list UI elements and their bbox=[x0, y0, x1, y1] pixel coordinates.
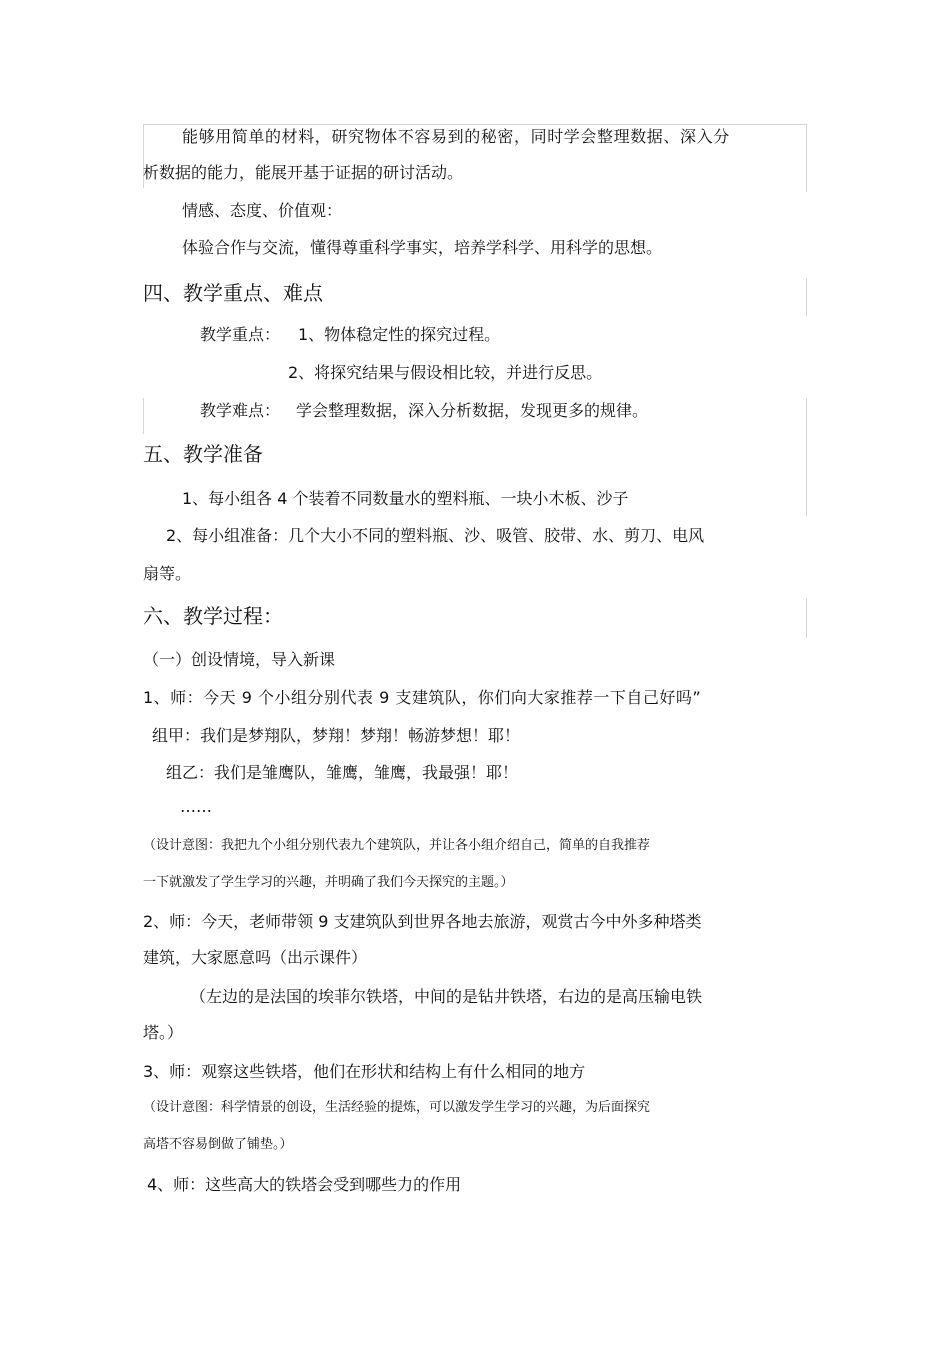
preparation-item-1: 1、每小组各 4 个装着不同数量水的塑料瓶、一块小木板、沙子 bbox=[182, 489, 629, 508]
ellipsis: …… bbox=[180, 797, 212, 816]
table-border-top bbox=[143, 124, 807, 125]
section-heading-process: 六、教学过程： bbox=[143, 604, 283, 628]
paragraph-2-line-1: 2、师：今天，老师带领 9 支建筑队到世界各地去旅游，观赏古今中外多种塔类 bbox=[143, 912, 702, 931]
design-note-1-line-1: （设计意图：我把九个小组分别代表九个建筑队，并让各小组介绍自己，简单的自我推荐 bbox=[143, 838, 651, 853]
table-border-right bbox=[806, 598, 807, 638]
skill-objective-line-2: 析数据的能力，能展开基于证据的研讨活动。 bbox=[143, 163, 464, 182]
table-border-right bbox=[806, 278, 807, 316]
section-heading-key-points: 四、教学重点、难点 bbox=[143, 281, 323, 305]
design-note-2-line-2: 高塔不容易倒做了铺垫。） bbox=[143, 1137, 293, 1152]
preparation-item-2-line-2: 扇等。 bbox=[143, 564, 192, 583]
table-border-right bbox=[806, 124, 807, 192]
emotion-objective-text: 体验合作与交流，懂得尊重科学事实，培养学科学、用科学的思想。 bbox=[182, 238, 663, 257]
emotion-objective-heading: 情感、态度、价值观： bbox=[182, 201, 343, 220]
section-heading-preparation: 五、教学准备 bbox=[143, 442, 263, 466]
group-a-intro: 组甲：我们是梦翔队，梦翔！梦翔！畅游梦想！耶！ bbox=[152, 726, 521, 745]
focus-label: 教学重点： bbox=[200, 325, 281, 344]
paragraph-2-detail-line-2: 塔。） bbox=[143, 1023, 184, 1042]
group-b-intro: 组乙：我们是雏鹰队，雏鹰，雏鹰，我最强！耶！ bbox=[166, 763, 519, 782]
design-note-2-line-1: （设计意图：科学情景的创设，生活经验的提炼，可以激发学生学习的兴趣，为后面探究 bbox=[143, 1100, 651, 1115]
paragraph-4: 4、师：这些高大的铁塔会受到哪些力的作用 bbox=[147, 1175, 462, 1194]
design-note-1-line-2: 一下就激发了学生学习的兴趣，并明确了我们今天探究的主题。） bbox=[143, 875, 514, 890]
paragraph-2-line-2: 建筑，大家愿意吗（出示课件） bbox=[143, 948, 368, 967]
focus-item-1: 1、物体稳定性的探究过程。 bbox=[298, 325, 501, 344]
subsection-heading-intro: （一）创设情境，导入新课 bbox=[143, 650, 336, 669]
paragraph-2-detail-line-1: （左边的是法国的埃菲尔铁塔，中间的是钻井铁塔，右边的是高压输电铁 bbox=[190, 987, 703, 1006]
skill-objective-line-1: 能够用简单的材料，研究物体不容易到的秘密，同时学会整理数据、深入分 bbox=[182, 127, 730, 146]
table-border-left bbox=[143, 398, 144, 434]
difficulty-label: 教学难点： bbox=[200, 401, 281, 420]
table-border-right bbox=[806, 398, 807, 516]
preparation-item-2-line-1: 2、每小组准备：几个大小不同的塑料瓶、沙、吸管、胶带、水、剪刀、电风 bbox=[166, 526, 705, 545]
paragraph-3: 3、师：观察这些铁塔，他们在形状和结构上有什么相同的地方 bbox=[143, 1062, 586, 1081]
focus-item-2: 2、将探究结果与假设相比较，并进行反思。 bbox=[288, 363, 603, 382]
paragraph-1: 1、师：今天 9 个小组分别代表 9 支建筑队，你们向大家推荐一下自己好吗” bbox=[143, 688, 702, 707]
difficulty-text: 学会整理数据，深入分析数据，发现更多的规律。 bbox=[296, 401, 649, 420]
